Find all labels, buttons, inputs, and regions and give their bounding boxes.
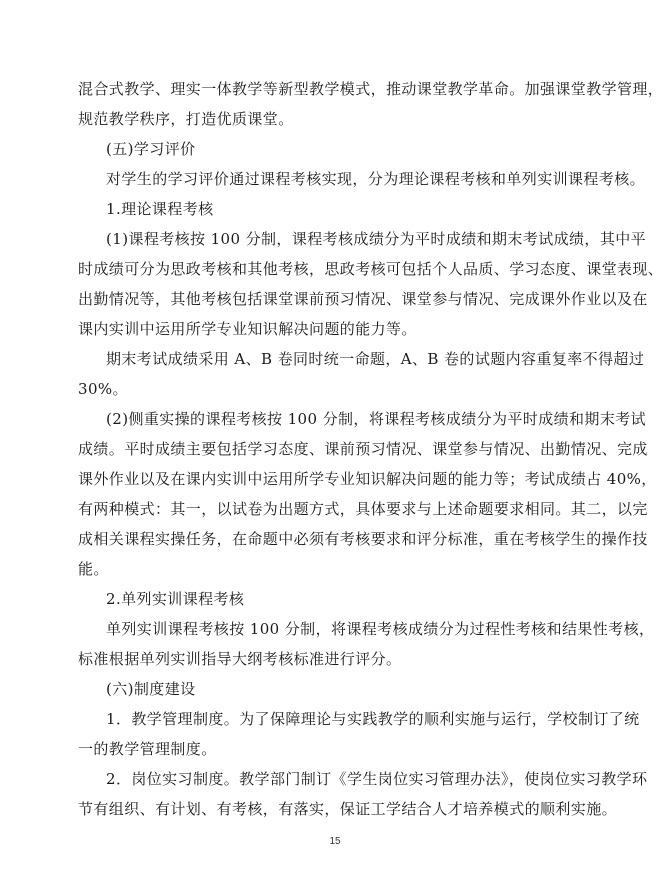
text-line: 出勤情况等，其他考核包括课堂课前预习情况、课堂参与情况、完成课外作业以及在 bbox=[78, 290, 648, 308]
text-line: 标准根据单列实训指导大纲考核标准进行评分。 bbox=[78, 650, 402, 668]
text-line: 课内实训中运用所学专业知识解决问题的能力等。 bbox=[78, 320, 417, 338]
text-line: 成绩。平时成绩主要包括学习态度、课前预习情况、课堂参与情况、出勤情况、完成 bbox=[78, 440, 648, 458]
text-line: 成相关课程实操任务，在命题中必须有考核要求和评分标准，重在考核学生的操作技 bbox=[78, 530, 648, 548]
text-line: 期末考试成绩采用 A、B 卷同时统一命题，A、B 卷的试题内容重复率不得超过 bbox=[106, 350, 645, 368]
text-line: 2．岗位实习制度。教学部门制订《学生岗位实习管理办法》，使岗位实习教学环 bbox=[106, 770, 648, 788]
text-line: 混合式教学、理实一体教学等新型教学模式，推动课堂教学革命。加强课堂教学管理， bbox=[78, 80, 664, 98]
section-heading: (六)制度建设 bbox=[106, 680, 196, 698]
text-line: 课外作业以及在课内实训中运用所学专业知识解决问题的能力等；考试成绩占 40%， bbox=[78, 470, 657, 488]
text-line: 一的教学管理制度。 bbox=[78, 740, 217, 758]
text-line: 30%。 bbox=[78, 380, 128, 398]
text-line: (1)课程考核按 100 分制，课程考核成绩分为平时成绩和期末考试成绩，其中平 bbox=[106, 230, 647, 248]
subsection-heading: 1.理论课程考核 bbox=[106, 200, 214, 218]
text-line: 时成绩可分为思政考核和其他考核，思政考核可包括个人品质、学习态度、课堂表现、 bbox=[78, 260, 664, 278]
section-heading: (五)学习评价 bbox=[106, 140, 196, 158]
text-line: 1．教学管理制度。为了保障理论与实践教学的顺利实施与运行，学校制订了统 bbox=[106, 710, 640, 728]
text-line: 能。 bbox=[78, 560, 109, 578]
text-line: 规范教学秩序，打造优质课堂。 bbox=[78, 110, 294, 128]
text-line: 节有组织、有计划、有考核，有落实，保证工学结合人才培养模式的顺利实施。 bbox=[78, 800, 618, 818]
text-line: 有两种模式：其一，以试卷为出题方式，具体要求与上述命题要求相同。其二，以完 bbox=[78, 500, 648, 518]
page-number: 15 bbox=[329, 836, 341, 847]
text-line: 对学生的学习评价通过课程考核实现，分为理论课程考核和单列实训课程考核。 bbox=[106, 170, 646, 188]
subsection-heading: 2.单列实训课程考核 bbox=[106, 590, 245, 608]
text-line: (2)侧重实操的课程考核按 100 分制，将课程考核成绩分为平时成绩和期末考试 bbox=[106, 410, 647, 428]
text-line: 单列实训课程考核按 100 分制，将课程考核成绩分为过程性考核和结果性考核， bbox=[106, 620, 655, 638]
